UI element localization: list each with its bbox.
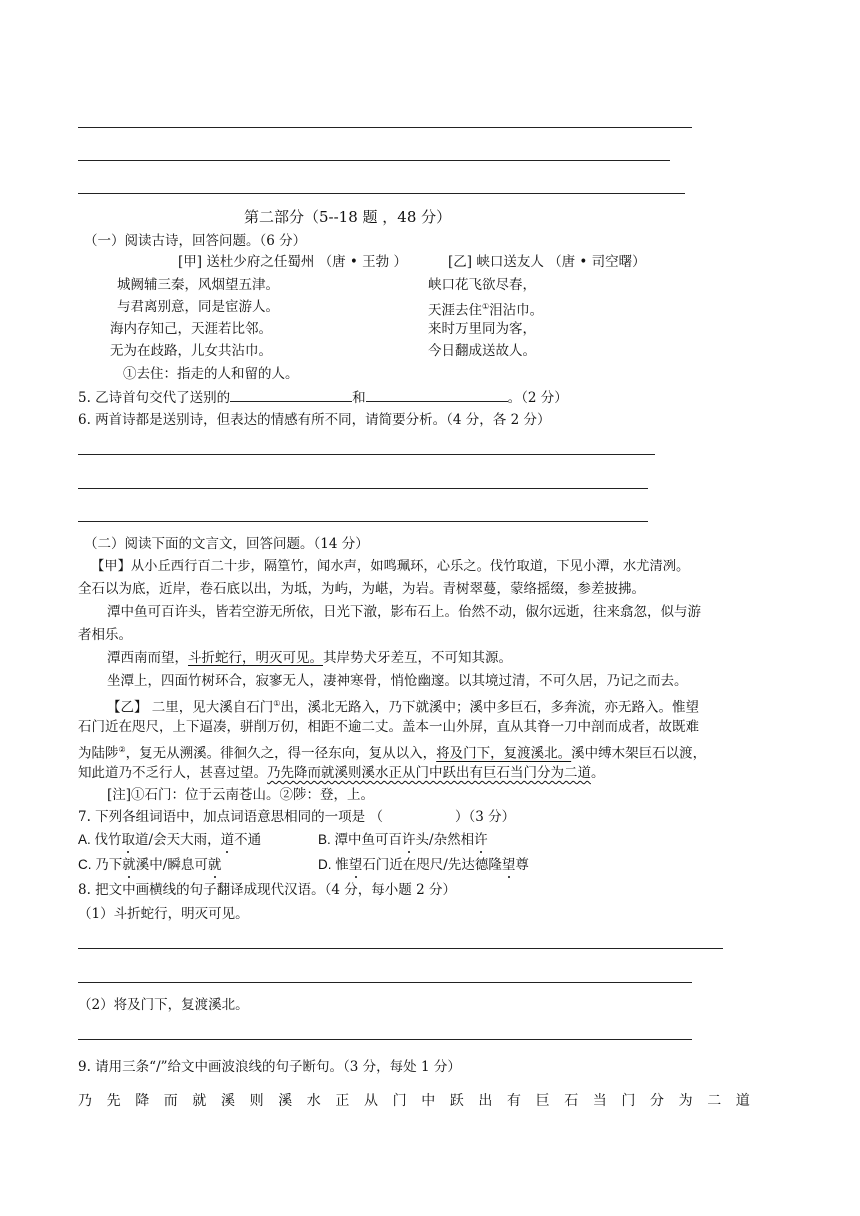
wavy-sentence: 乃先降而就溪则溪水正从门中跃出有巨石当门分为二道 [267, 765, 591, 781]
q8-sub1: （1）斗折蛇行，明灭可见。 [78, 906, 249, 922]
answer-line [78, 127, 692, 128]
poemB-line: 今日翻成送故人。 [428, 343, 536, 359]
passage-line: 全石以为底，近岸，卷石底以出，为坻，为屿，为嵁，为岩。青树翠蔓，蒙络摇缀，参差披拂。 [78, 581, 645, 597]
passage-line: 【甲】从小丘西行百二十步，隔篁竹，闻水声，如鸣珮环，心乐之。伐竹取道，下见小潭，水尤清冽。 [91, 559, 690, 574]
poemA-line: 与君离别意，同是宦游人。 [117, 299, 279, 315]
answer-line[interactable] [78, 982, 692, 983]
q8-sub2: （2）将及门下，复渡溪北。 [78, 997, 249, 1013]
answer-line [78, 454, 655, 455]
answer-line[interactable] [78, 948, 723, 949]
poemB-line: 峡口花飞欲尽春， [428, 277, 536, 293]
q5-blank-1[interactable] [230, 387, 352, 402]
q5: 5. 乙诗首句交代了送别的 和 。（2 分） [78, 387, 568, 407]
poemB-line: 来时万里同为客， [428, 321, 536, 337]
passage-line: 坐潭上，四面竹树环合，寂寥无人，凄神寒骨，悄怆幽邃。以其境过清，不可久居，乃记之而去。 [107, 673, 688, 689]
passage-line: 潭中鱼可百许头，皆若空游无所依，日光下澈，影布石上。佁然不动，俶尔远逝，往来翕忽，似与游 [107, 604, 701, 620]
sec2-heading: （二）阅读下面的文言文，回答问题。（14 分） [84, 536, 369, 552]
passage-line: 者相乐。 [78, 627, 132, 643]
poemA-line: 海内存知己，天涯若比邻。 [110, 321, 272, 337]
poemA-title: [甲] 送杜少府之任蜀州 （唐 • 王勃 ） [178, 254, 407, 270]
q7-option-a[interactable]: A. 伐竹取道/会天大雨，道不通 [78, 832, 262, 848]
q7-option-b[interactable]: B. 潭中鱼可百许头/杂然相许 [318, 832, 488, 848]
underlined-sentence: 斗折蛇行，明灭可见。 [188, 650, 323, 666]
poem-note: ①去住：指走的人和留的人。 [123, 366, 299, 382]
poemA-line: 城阙辅三秦，风烟望五津。 [117, 277, 279, 293]
q5-blank-2[interactable] [366, 387, 508, 402]
passage-line: 知此道乃不乏行人，甚喜过望。乃先降而就溪则溪水正从门中跃出有巨石当门分为二道。 [78, 765, 605, 781]
passage-note: [注]①石门：位于云南苍山。②陟：登，上。 [107, 787, 375, 803]
answer-line [78, 488, 648, 489]
poemB-line: 天涯去住①泪沾巾。 [428, 302, 544, 319]
passage-line: 【乙】 二里，见大溪自石门①出，溪北无路入，乃下就溪中；溪中多巨石，多奔流，亦无路入。惟望 [107, 699, 699, 716]
q7-stem: 7. 下列各组词语中，加点词语意思相同的一项是 （ ）（3 分） [78, 809, 516, 825]
q7-option-c[interactable]: C. 乃下就溪中/瞬息可就 [78, 857, 222, 873]
passage-line: 为陆陟②，复无从溯溪。徘徊久之，得一径东向，复从以入，将及门下，复渡溪北。溪中缚木架巨石以渡， [78, 745, 707, 762]
answer-line [78, 193, 685, 194]
answer-line [78, 521, 648, 522]
q8-stem: 8. 把文中画横线的句子翻译成现代汉语。（4 分，每小题 2 分） [78, 882, 456, 898]
q6: 6. 两首诗都是送别诗，但表达的情感有所不同，请简要分析。（4 分，各 2 分） [78, 412, 551, 428]
q7-option-d[interactable]: D. 惟望石门近在咫尺/先达德隆望尊 [318, 857, 529, 873]
q9-stem: 9. 请用三条“/”给文中画波浪线的句子断句。（3 分，每处 1 分） [78, 1059, 461, 1075]
answer-line[interactable] [78, 1039, 692, 1040]
passage-line: 石门近在咫尺，上下逼凑，骈削万仞，相距不逾二丈。盖本一山外屏，直从其脊一刀中剖而成者，故既难 [78, 719, 699, 735]
passage-line: 潭西南而望，斗折蛇行，明灭可见。其岸势犬牙差互，不可知其源。 [107, 650, 512, 666]
underlined-sentence: 将及门下，复渡溪北。 [436, 745, 572, 762]
poemB-title: [乙] 峡口送友人 （唐 • 司空曙） [448, 254, 646, 270]
part2-heading: 第二部分（5--18 题 ，48 分） [244, 208, 452, 226]
poemA-line: 无为在歧路，儿女共沾巾。 [110, 343, 272, 359]
answer-line [78, 160, 670, 161]
q9-sentence[interactable]: 乃先降而就溪则溪水正从门中跃出有巨石当门分为二道 [78, 1093, 765, 1109]
sec1-heading: （一）阅读古诗，回答问题。（6 分） [84, 233, 307, 249]
